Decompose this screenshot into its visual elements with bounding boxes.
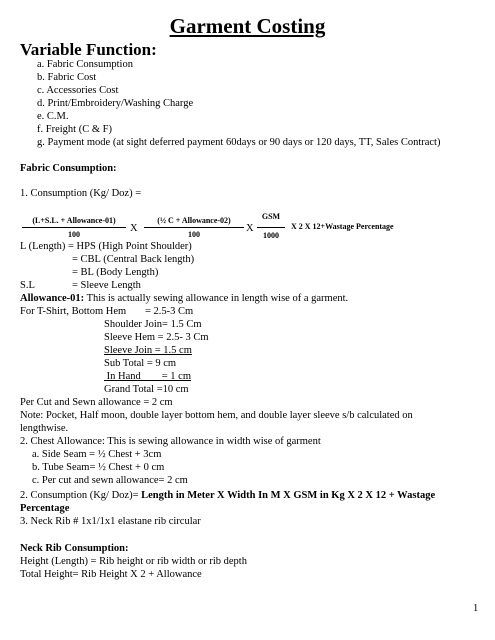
neck-rib-heading: Neck Rib Consumption: xyxy=(20,543,129,554)
variable-function-heading: Variable Function: xyxy=(20,40,157,59)
allowance-01-label: Allowance-01: xyxy=(20,293,85,304)
allowance-row: Sleeve Hem = 2.5- 3 Cm xyxy=(104,332,209,343)
formula-denominator-2: 100 xyxy=(188,230,200,239)
consumption-2-formula-cont: Percentage xyxy=(20,503,70,514)
list-item: f. Freight (C & F) xyxy=(37,124,112,135)
formula-denominator-3: 1000 xyxy=(263,231,279,240)
chest-item: a. Side Seam = ½ Chest + 3cm xyxy=(32,449,162,460)
formula-tail: X 2 X 12+Wastage Percentage xyxy=(291,222,394,231)
formula-denominator-1: 100 xyxy=(68,230,80,239)
neck-rib-line: Total Height= Rib Height X 2 + Allowance xyxy=(20,569,202,580)
consumption-formula-label: 1. Consumption (Kg/ Doz) = xyxy=(20,188,142,199)
consumption-2-formula: Length in Meter X Width In M X GSM in Kg X 2 X 12 + Wastage xyxy=(141,490,436,501)
allowance-01-text: This is actually sewing allowance in length wise of a garment. xyxy=(84,293,349,304)
neck-rib-line: Height (Length) = Rib height or rib width or rib depth xyxy=(20,556,247,567)
fraction-bar xyxy=(144,227,244,228)
chest-allowance-heading: 2. Chest Allowance: This is sewing allowance in width wise of garment xyxy=(20,436,321,447)
tshirt-value: = 2.5-3 Cm xyxy=(145,306,194,317)
sl-label: S.L xyxy=(20,280,35,291)
consumption-2-prefix: 2. Consumption (Kg/ Doz)= xyxy=(20,490,142,501)
page-number: 1 xyxy=(473,603,479,614)
multiply-sign: X xyxy=(130,223,138,234)
length-definition: = CBL (Central Back length) xyxy=(72,254,195,265)
allowance-row: Grand Total =10 cm xyxy=(104,384,189,395)
length-definition: = BL (Body Length) xyxy=(72,267,159,278)
fraction-bar xyxy=(22,227,126,228)
list-item: b. Fabric Cost xyxy=(37,72,97,83)
chest-item: c. Per cut and sewn allowance= 2 cm xyxy=(32,475,188,486)
length-definition: L (Length) = HPS (High Point Shoulder) xyxy=(20,241,192,252)
consumption-2-line xyxy=(20,489,435,502)
tshirt-label: For T-Shirt, Bottom Hem xyxy=(20,306,127,317)
allowance-row: Sub Total = 9 cm xyxy=(104,358,177,369)
list-item: c. Accessories Cost xyxy=(37,85,119,96)
chest-item: b. Tube Seam= ½ Chest + 0 cm xyxy=(32,462,165,473)
note-line: lengthwise. xyxy=(20,423,69,434)
formula-numerator-2: (½ C + Allowance-02) xyxy=(157,216,231,225)
neck-rib-item: 3. Neck Rib # 1x1/1x1 elastane rib circular xyxy=(20,516,201,527)
allowance-row: Sleeve Join = 1.5 cm xyxy=(104,345,192,356)
allowance-01-line xyxy=(20,292,348,305)
list-item: g. Payment mode (at sight deferred payment 60days or 90 days or 120 days, TT, Sales Contract) xyxy=(37,137,441,148)
page-title: Garment Costing xyxy=(169,14,326,38)
per-cut-allowance: Per Cut and Sewn allowance = 2 cm xyxy=(20,397,173,408)
list-item: a. Fabric Consumption xyxy=(37,59,133,70)
multiply-sign: X xyxy=(246,223,254,234)
formula-numerator-3: GSM xyxy=(261,212,281,221)
note-line: Note: Pocket, Half moon, double layer bottom hem, and double layer sleeve s/b calculated on xyxy=(20,410,413,421)
list-item: d. Print/Embroidery/Washing Charge xyxy=(37,98,194,109)
fabric-consumption-heading: Fabric Consumption: xyxy=(20,163,117,174)
list-item: e. C.M. xyxy=(37,111,69,122)
allowance-row: In Hand = 1 cm xyxy=(104,371,191,382)
sl-value: = Sleeve Length xyxy=(72,280,141,291)
formula-numerator-1: (L+S.L. + Allowance-01) xyxy=(32,216,116,225)
allowance-row: Shoulder Join= 1.5 Cm xyxy=(104,319,202,330)
fraction-bar xyxy=(257,227,285,228)
